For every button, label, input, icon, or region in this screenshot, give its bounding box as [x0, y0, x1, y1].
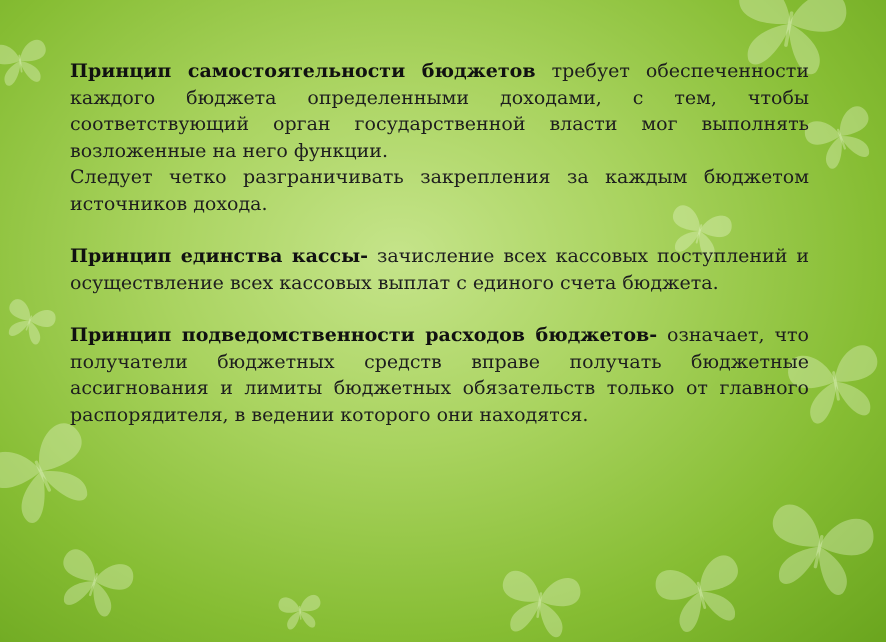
text-content — [70, 58, 809, 428]
paragraph-text: Следует четко разграничивать закрепления за каждым бюджетом источников дохода. — [70, 166, 809, 215]
butterfly-icon — [496, 569, 582, 640]
paragraph-cash-unity — [70, 243, 809, 296]
spacer — [70, 217, 809, 243]
butterfly-icon — [652, 552, 750, 637]
paragraph-lead: Принцип единства кассы- — [70, 245, 369, 267]
paragraph-subordination — [70, 322, 809, 428]
butterfly-icon — [278, 594, 323, 630]
paragraph-budget-independence — [70, 58, 809, 164]
butterfly-icon — [0, 297, 58, 348]
butterfly-icon — [801, 103, 881, 174]
butterfly-icon — [0, 39, 50, 88]
spacer — [70, 296, 809, 322]
paragraph-text: зачисление всех кассовых поступлений и осуществление всех кассовых выплат с единого счета бюджета. — [70, 245, 809, 294]
paragraph-text: означает, что получатели бюджетных средств вправе получать бюджетные ассигнования и лимиты бюджетных обязательств только от главного распорядителя, в ведении которого они находятся. — [70, 324, 809, 426]
butterfly-icon — [0, 418, 105, 533]
paragraph-lead: Принцип подведомственности расходов бюджетов- — [70, 324, 658, 346]
butterfly-icon — [51, 546, 137, 621]
butterfly-icon — [761, 501, 877, 600]
paragraph-revenue-sources — [70, 164, 809, 217]
paragraph-lead: Принцип самостоятельности бюджетов — [70, 60, 536, 82]
paragraph-text: требует обеспеченности каждого бюджета определенными доходами, с тем, чтобы соответствующий орган государственной власти мог выполнять возложенные на него функции. — [70, 60, 809, 162]
